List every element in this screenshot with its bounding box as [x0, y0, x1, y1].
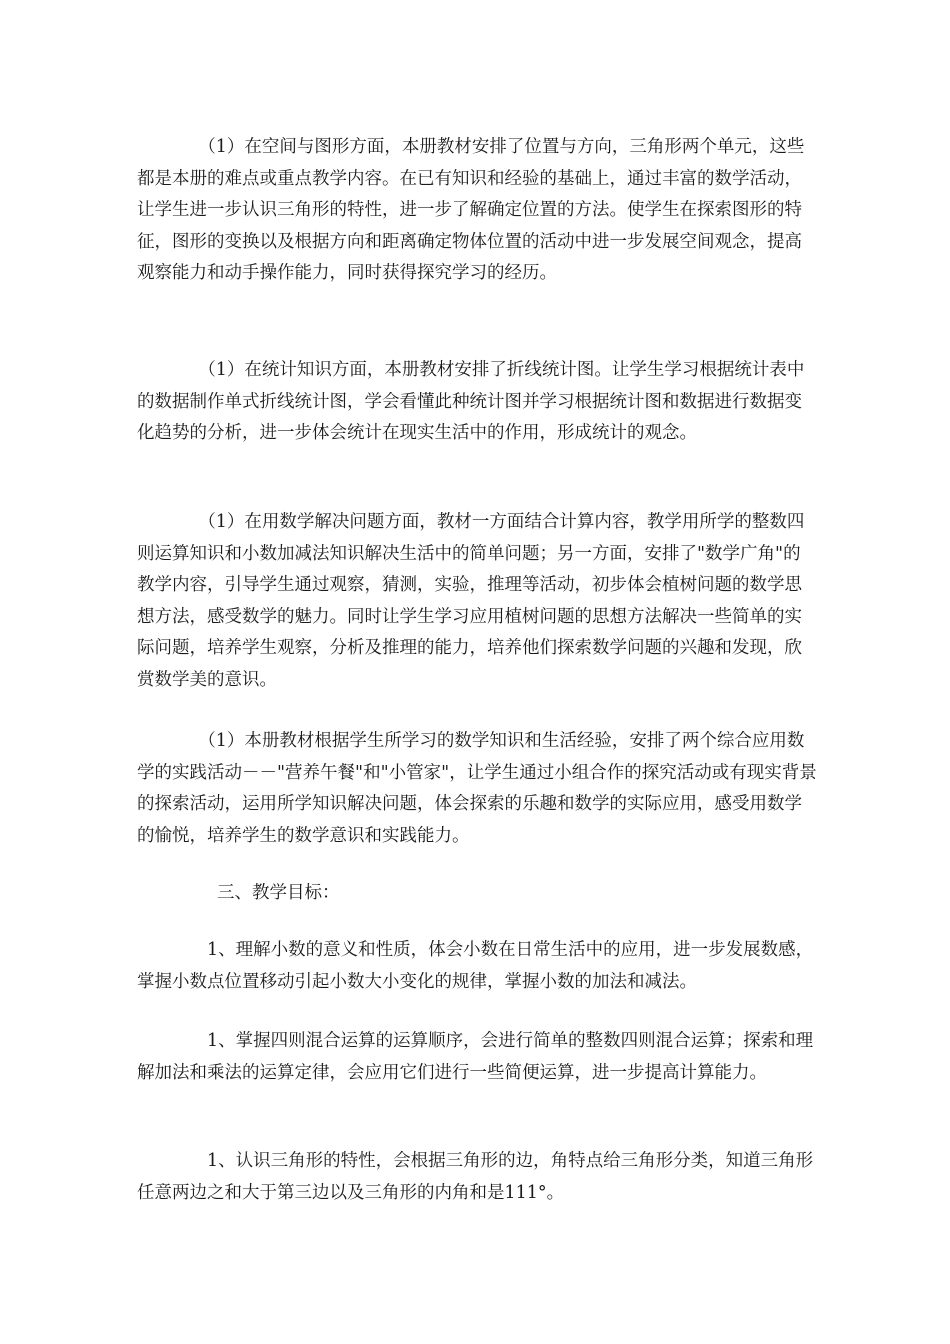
paragraph-problem-solving: （1）在用数学解决问题方面，教材一方面结合计算内容，教学用所学的整数四则运算知识和小数加减法知识解决生活中的简单问题；另一方面，安排了"数学广角"的教学内容，引导学生通过观察，猜测，实验，推理等活动，初步体会植树问题的数学思想方法，感受数学的魅力。同时让学生学习应用植树问题的思想方法解决一些简单的实际问题，培养学生观察，分析及推理的能力，培养他们探索数学问题的兴趣和发现，欣赏数学美的意识。 [137, 512, 805, 690]
paragraph-practice-activities: （1）本册教材根据学生所学习的数学知识和生活经验，安排了两个综合应用数学的实践活动－－"营养午餐"和"小管家"，让学生通过小组合作的探究活动或有现实背景的探索活动，运用所学知识解决问题，体会探索的乐趣和数学的实际应用，感受用数学的愉悦，培养学生的数学意识和实践能力。 [137, 731, 817, 846]
paragraph-goal-decimals: 1、理解小数的意义和性质，体会小数在日常生活中的应用，进一步发展数感，掌握小数点位置移动引起小数大小变化的规律，掌握小数的加法和减法。 [137, 940, 814, 992]
paragraph-goal-triangles: 1、认识三角形的特性，会根据三角形的边，角特点给三角形分类，知道三角形任意两边之和大于第三边以及三角形的内角和是111°。 [137, 1151, 814, 1203]
paragraph-statistics: （1）在统计知识方面，本册教材安排了折线统计图。让学生学习根据统计表中的数据制作单式折线统计图，学会看懂此种统计图并学习根据统计图和数据进行数据变化趋势的分析，进一步体会统计在现实生活中的作用，形成统计的观念。 [137, 360, 805, 443]
paragraph-goal-arithmetic: 1、掌握四则混合运算的运算顺序，会进行简单的整数四则混合运算；探索和理解加法和乘法的运算定律，会应用它们进行一些简便运算，进一步提高计算能力。 [137, 1031, 814, 1083]
paragraph-space-and-shapes: （1）在空间与图形方面，本册教材安排了位置与方向，三角形两个单元，这些都是本册的难点或重点教学内容。在已有知识和经验的基础上，通过丰富的数学活动，让学生进一步认识三角形的特性，进一步了解确定位置的方法。使学生在探索图形的特征，图形的变换以及根据方向和距离确定物体位置的活动中进一步发展空间观念，提高观察能力和动手操作能力，同时获得探究学习的经历。 [137, 137, 805, 283]
section-heading-teaching-goals: 三、教学目标： [217, 883, 340, 903]
